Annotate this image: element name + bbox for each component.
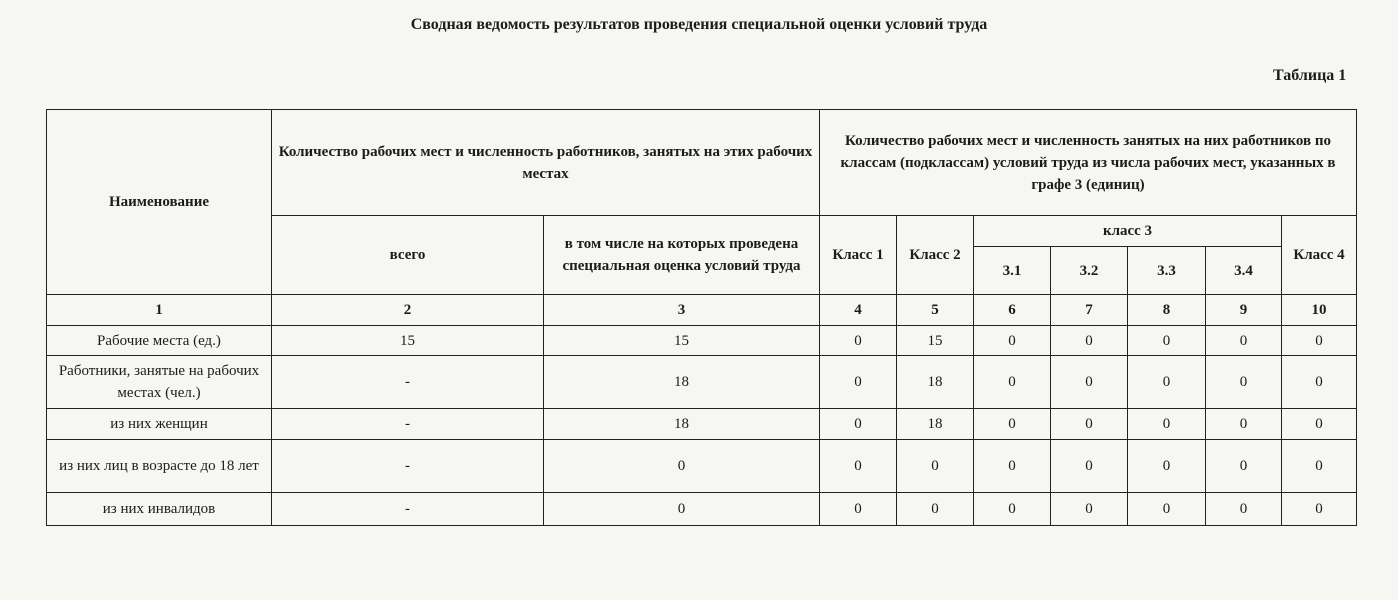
header-class-4: Класс 4	[1282, 216, 1357, 295]
cell-class-4: 0	[1282, 493, 1357, 526]
cell-class-3-2: 0	[1051, 493, 1128, 526]
column-number: 7	[1051, 295, 1128, 326]
cell-class-3-3: 0	[1128, 493, 1206, 526]
header-class-1: Класс 1	[820, 216, 897, 295]
cell-class-3-2: 0	[1051, 440, 1128, 493]
column-number-row	[47, 295, 1357, 326]
cell-class-2: 0	[897, 440, 974, 493]
row-label-workplaces: Рабочие места (ед.)	[47, 326, 272, 356]
cell-class-1: 0	[820, 409, 897, 440]
cell-class-3-3: 0	[1128, 409, 1206, 440]
row-label-women: из них женщин	[47, 409, 272, 440]
column-number: 4	[820, 295, 897, 326]
cell-class-3-4: 0	[1206, 440, 1282, 493]
cell-assessed: 0	[544, 440, 820, 493]
table-row	[47, 493, 1357, 526]
cell-class-2: 18	[897, 409, 974, 440]
cell-class-3-1: 0	[974, 356, 1051, 409]
cell-class-3-4: 0	[1206, 356, 1282, 409]
cell-class-2: 15	[897, 326, 974, 356]
header-row-1	[47, 110, 1357, 216]
cell-class-3-4: 0	[1206, 493, 1282, 526]
table-row	[47, 440, 1357, 493]
cell-class-3-2: 0	[1051, 326, 1128, 356]
cell-total: -	[272, 356, 544, 409]
header-assessed: в том числе на которых проведена специальная оценка условий труда	[544, 216, 820, 295]
cell-assessed: 15	[544, 326, 820, 356]
cell-class-2: 18	[897, 356, 974, 409]
header-subclass-3-2: 3.2	[1051, 247, 1128, 295]
row-label-minors: из них лиц в возрасте до 18 лет	[47, 440, 272, 493]
cell-class-3-4: 0	[1206, 326, 1282, 356]
header-subclass-3-1: 3.1	[974, 247, 1051, 295]
cell-total: 15	[272, 326, 544, 356]
cell-class-3-2: 0	[1051, 409, 1128, 440]
header-class-3: класс 3	[974, 216, 1282, 247]
cell-class-4: 0	[1282, 356, 1357, 409]
header-subclass-3-4: 3.4	[1206, 247, 1282, 295]
cell-total: -	[272, 493, 544, 526]
header-class-2: Класс 2	[897, 216, 974, 295]
cell-class-3-3: 0	[1128, 356, 1206, 409]
column-number: 6	[974, 295, 1051, 326]
cell-total: -	[272, 409, 544, 440]
cell-class-2: 0	[897, 493, 974, 526]
column-number: 3	[544, 295, 820, 326]
cell-class-3-1: 0	[974, 326, 1051, 356]
header-classes-group: Количество рабочих мест и численность занятых на них работников по классам (подклассам) условий труда из числа рабочих мест, указанных в графе 3 (единиц)	[820, 110, 1357, 216]
row-label-employees: Работники, занятые на рабочих местах (чел.)	[47, 356, 272, 409]
cell-class-1: 0	[820, 440, 897, 493]
cell-assessed: 18	[544, 409, 820, 440]
column-number: 2	[272, 295, 544, 326]
cell-class-1: 0	[820, 356, 897, 409]
document-title: Сводная ведомость результатов проведения специальной оценки условий труда	[410, 16, 988, 33]
column-number: 10	[1282, 295, 1357, 326]
cell-total: -	[272, 440, 544, 493]
column-number: 8	[1128, 295, 1206, 326]
table-row	[47, 356, 1357, 409]
header-subclass-3-3: 3.3	[1128, 247, 1206, 295]
cell-class-3-1: 0	[974, 409, 1051, 440]
column-number: 1	[47, 295, 272, 326]
header-total: всего	[272, 216, 544, 295]
cell-assessed: 0	[544, 493, 820, 526]
cell-class-1: 0	[820, 493, 897, 526]
cell-class-3-1: 0	[974, 440, 1051, 493]
column-number: 5	[897, 295, 974, 326]
cell-class-1: 0	[820, 326, 897, 356]
table-row	[47, 326, 1357, 356]
summary-table	[46, 109, 1357, 526]
header-name: Наименование	[47, 110, 272, 295]
table-number-label: Таблица 1	[1273, 67, 1347, 84]
cell-class-4: 0	[1282, 409, 1357, 440]
header-workplaces-group: Количество рабочих мест и численность работников, занятых на этих рабочих местах	[272, 110, 820, 216]
cell-class-3-2: 0	[1051, 356, 1128, 409]
cell-class-4: 0	[1282, 440, 1357, 493]
cell-class-4: 0	[1282, 326, 1357, 356]
cell-class-3-4: 0	[1206, 409, 1282, 440]
cell-class-3-3: 0	[1128, 440, 1206, 493]
column-number: 9	[1206, 295, 1282, 326]
cell-class-3-3: 0	[1128, 326, 1206, 356]
table-row	[47, 409, 1357, 440]
cell-assessed: 18	[544, 356, 820, 409]
row-label-disabled: из них инвалидов	[47, 493, 272, 526]
cell-class-3-1: 0	[974, 493, 1051, 526]
